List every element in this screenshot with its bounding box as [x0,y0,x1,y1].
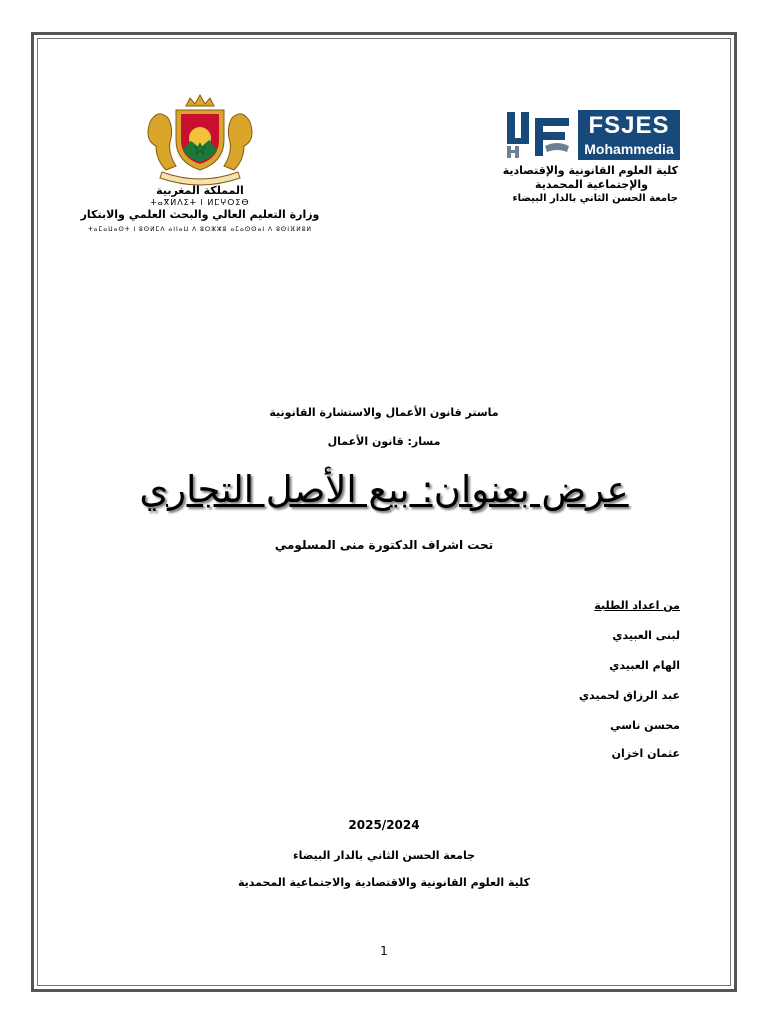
student-name: عبد الرزاق لحميدي [578,689,680,702]
faculty-name-line2: والإجتماعية المحمدية [535,178,648,191]
master-program: ماستر قانون الأعمال والاستشارة القانونية [269,406,499,419]
program-track: مسار: قانون الأعمال [327,435,441,448]
morocco-coat-of-arms-icon [140,92,260,186]
fsjes-logo-title: FSJES [588,112,670,139]
faculty-name-line1: كلية العلوم القانونية والإقتصادية [502,164,678,177]
students-heading: من اعداد الطلبة [594,599,680,612]
footer-faculty: كلية العلوم القانونية والاقتصادية والاجتماعية المحمدية [237,876,531,889]
fsjes-logo [578,110,680,160]
student-name: عثمان اخزان [611,747,680,760]
university-hassan-ii-logo-icon [505,110,575,160]
footer-university: جامعة الحسن الثاني بالدار البيضاء [292,849,476,862]
kingdom-name-tifinagh: ⵜⴰⴳⵍⴷⵉⵜ ⵏ ⵍⵎⵖⵔⵉⴱ [150,198,250,207]
ministry-name-tifinagh: ⵜⴰⵎⴰⵡⴰⵙⵜ ⵏ ⵓⵙⵍⵎⴷ ⴰⵏⵏⴰⵡ ⴷ ⵓⵔⵣⵣⵓ ⴰⵎⴰⵙⵙⴰⵏ ⴷ ⵓⵙⵏⴼⵍⵓⵍ [88,226,312,233]
document-title: عرض بعنوان: بيع الأصل التجاري [139,468,629,511]
student-name: الهام العبيدي [609,659,680,672]
fsjes-logo-city: Mohammedia [584,141,674,157]
kingdom-name: المملكة المغربية [156,184,244,197]
page-number: 1 [380,944,388,958]
supervisor-line: تحت اشراف الدكتورة منى المسلومي [274,538,494,552]
university-name-header: جامعة الحسن الثاني بالدار البيضاء [512,193,678,204]
student-name: محسن ناسي [610,719,680,732]
student-name: لبنى العبيدي [612,629,680,642]
academic-year: 2025/2024 [348,818,420,832]
ministry-name: وزارة التعليم العالي والبحث العلمي والابتكار [80,208,320,221]
